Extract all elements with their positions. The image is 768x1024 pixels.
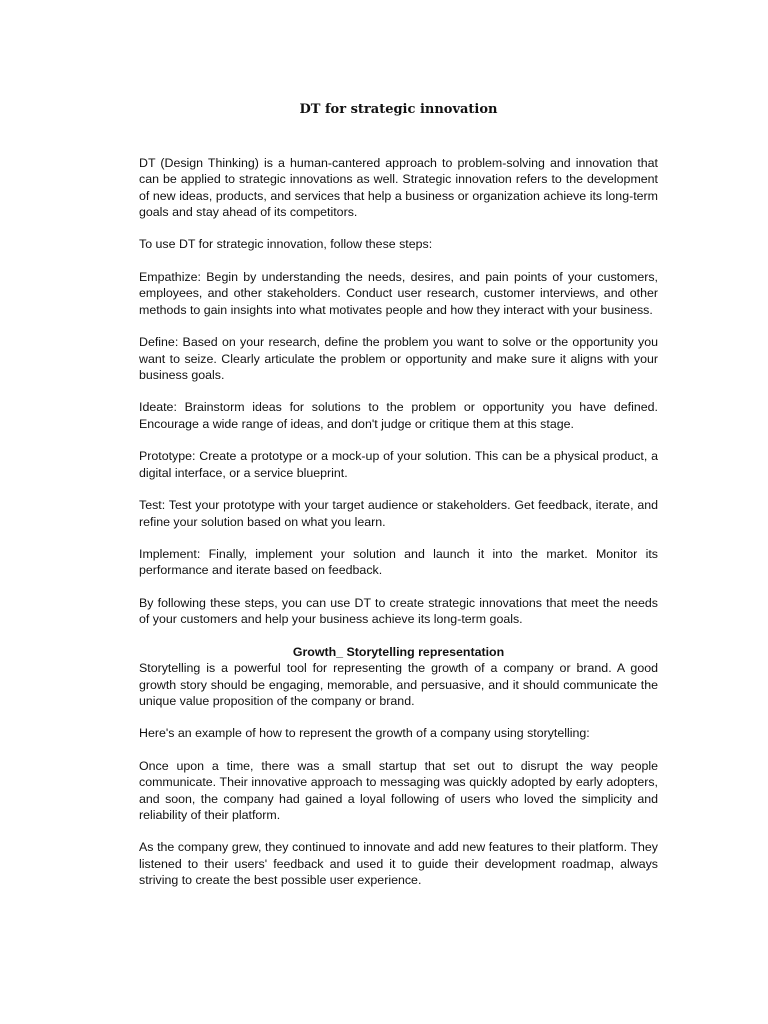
paragraph-example-intro: Here's an example of how to represent the growth of a company using storytelling: <box>139 726 590 741</box>
paragraph-storytelling: Storytelling is a powerful tool for representing the growth of a company or brand. A good growth story should be engaging, memorable, and persuasive, and it should communicate the unique value proposition of the company or brand. <box>139 661 658 708</box>
document-body <box>139 100 658 905</box>
paragraph-implement: Implement: Finally, implement your solution and launch it into the market. Monitor its performance and iterate based on feedback. <box>139 547 658 578</box>
paragraph-prototype: Prototype: Create a prototype or a mock-up of your solution. This can be a physical product, a digital interface, or a service blueprint. <box>139 449 658 480</box>
document-title: DT for strategic innovation <box>299 102 498 117</box>
paragraph-test: Test: Test your prototype with your target audience or stakeholders. Get feedback, iterate, and refine your solution based on what you learn. <box>139 498 658 529</box>
paragraph-define: Define: Based on your research, define the problem you want to solve or the opportunity you want to seize. Clearly articulate the problem or opportunity and make sure it aligns with your business goals. <box>139 335 658 382</box>
paragraph-story: Once upon a time, there was a small startup that set out to disrupt the way people communicate. Their innovative approach to messaging was quickly adopted by early adopters, and soon, the company had gained a loyal following of users who loved the simplicity and reliability of their platform. <box>139 758 658 822</box>
paragraph-empathize: Empathize: Begin by understanding the needs, desires, and pain points of your customers, employees, and other stakeholders. Conduct user research, customer interviews, and other methods to gain insights into what motivates people and how they interact with your business. <box>139 270 658 317</box>
section-heading: Growth_ Storytelling representation <box>292 644 505 659</box>
paragraph-ideate: Ideate: Brainstorm ideas for solutions to the problem or opportunity you have defined. Encourage a wide range of ideas, and don't judge or critique them at this stage. <box>139 400 658 431</box>
paragraph-intro: DT (Design Thinking) is a human-cantered approach to problem-solving and innovation that can be applied to strategic innovations as well. Strategic innovation refers to the development of new ideas, products, and services that help a business or organization achieve its long-term goals and stay ahead of its competitors. <box>139 156 658 219</box>
paragraph-growth: As the company grew, they continued to innovate and add new features to their platform. They listened to their users' feedback and used it to guide their development roadmap, always striving to create the best possible user experience. <box>139 840 658 888</box>
paragraph-steps-intro: To use DT for strategic innovation, follow these steps: <box>139 237 433 252</box>
paragraph-conclusion: By following these steps, you can use DT to create strategic innovations that meet the needs of your customers and help your business achieve its long-term goals. <box>139 596 658 627</box>
